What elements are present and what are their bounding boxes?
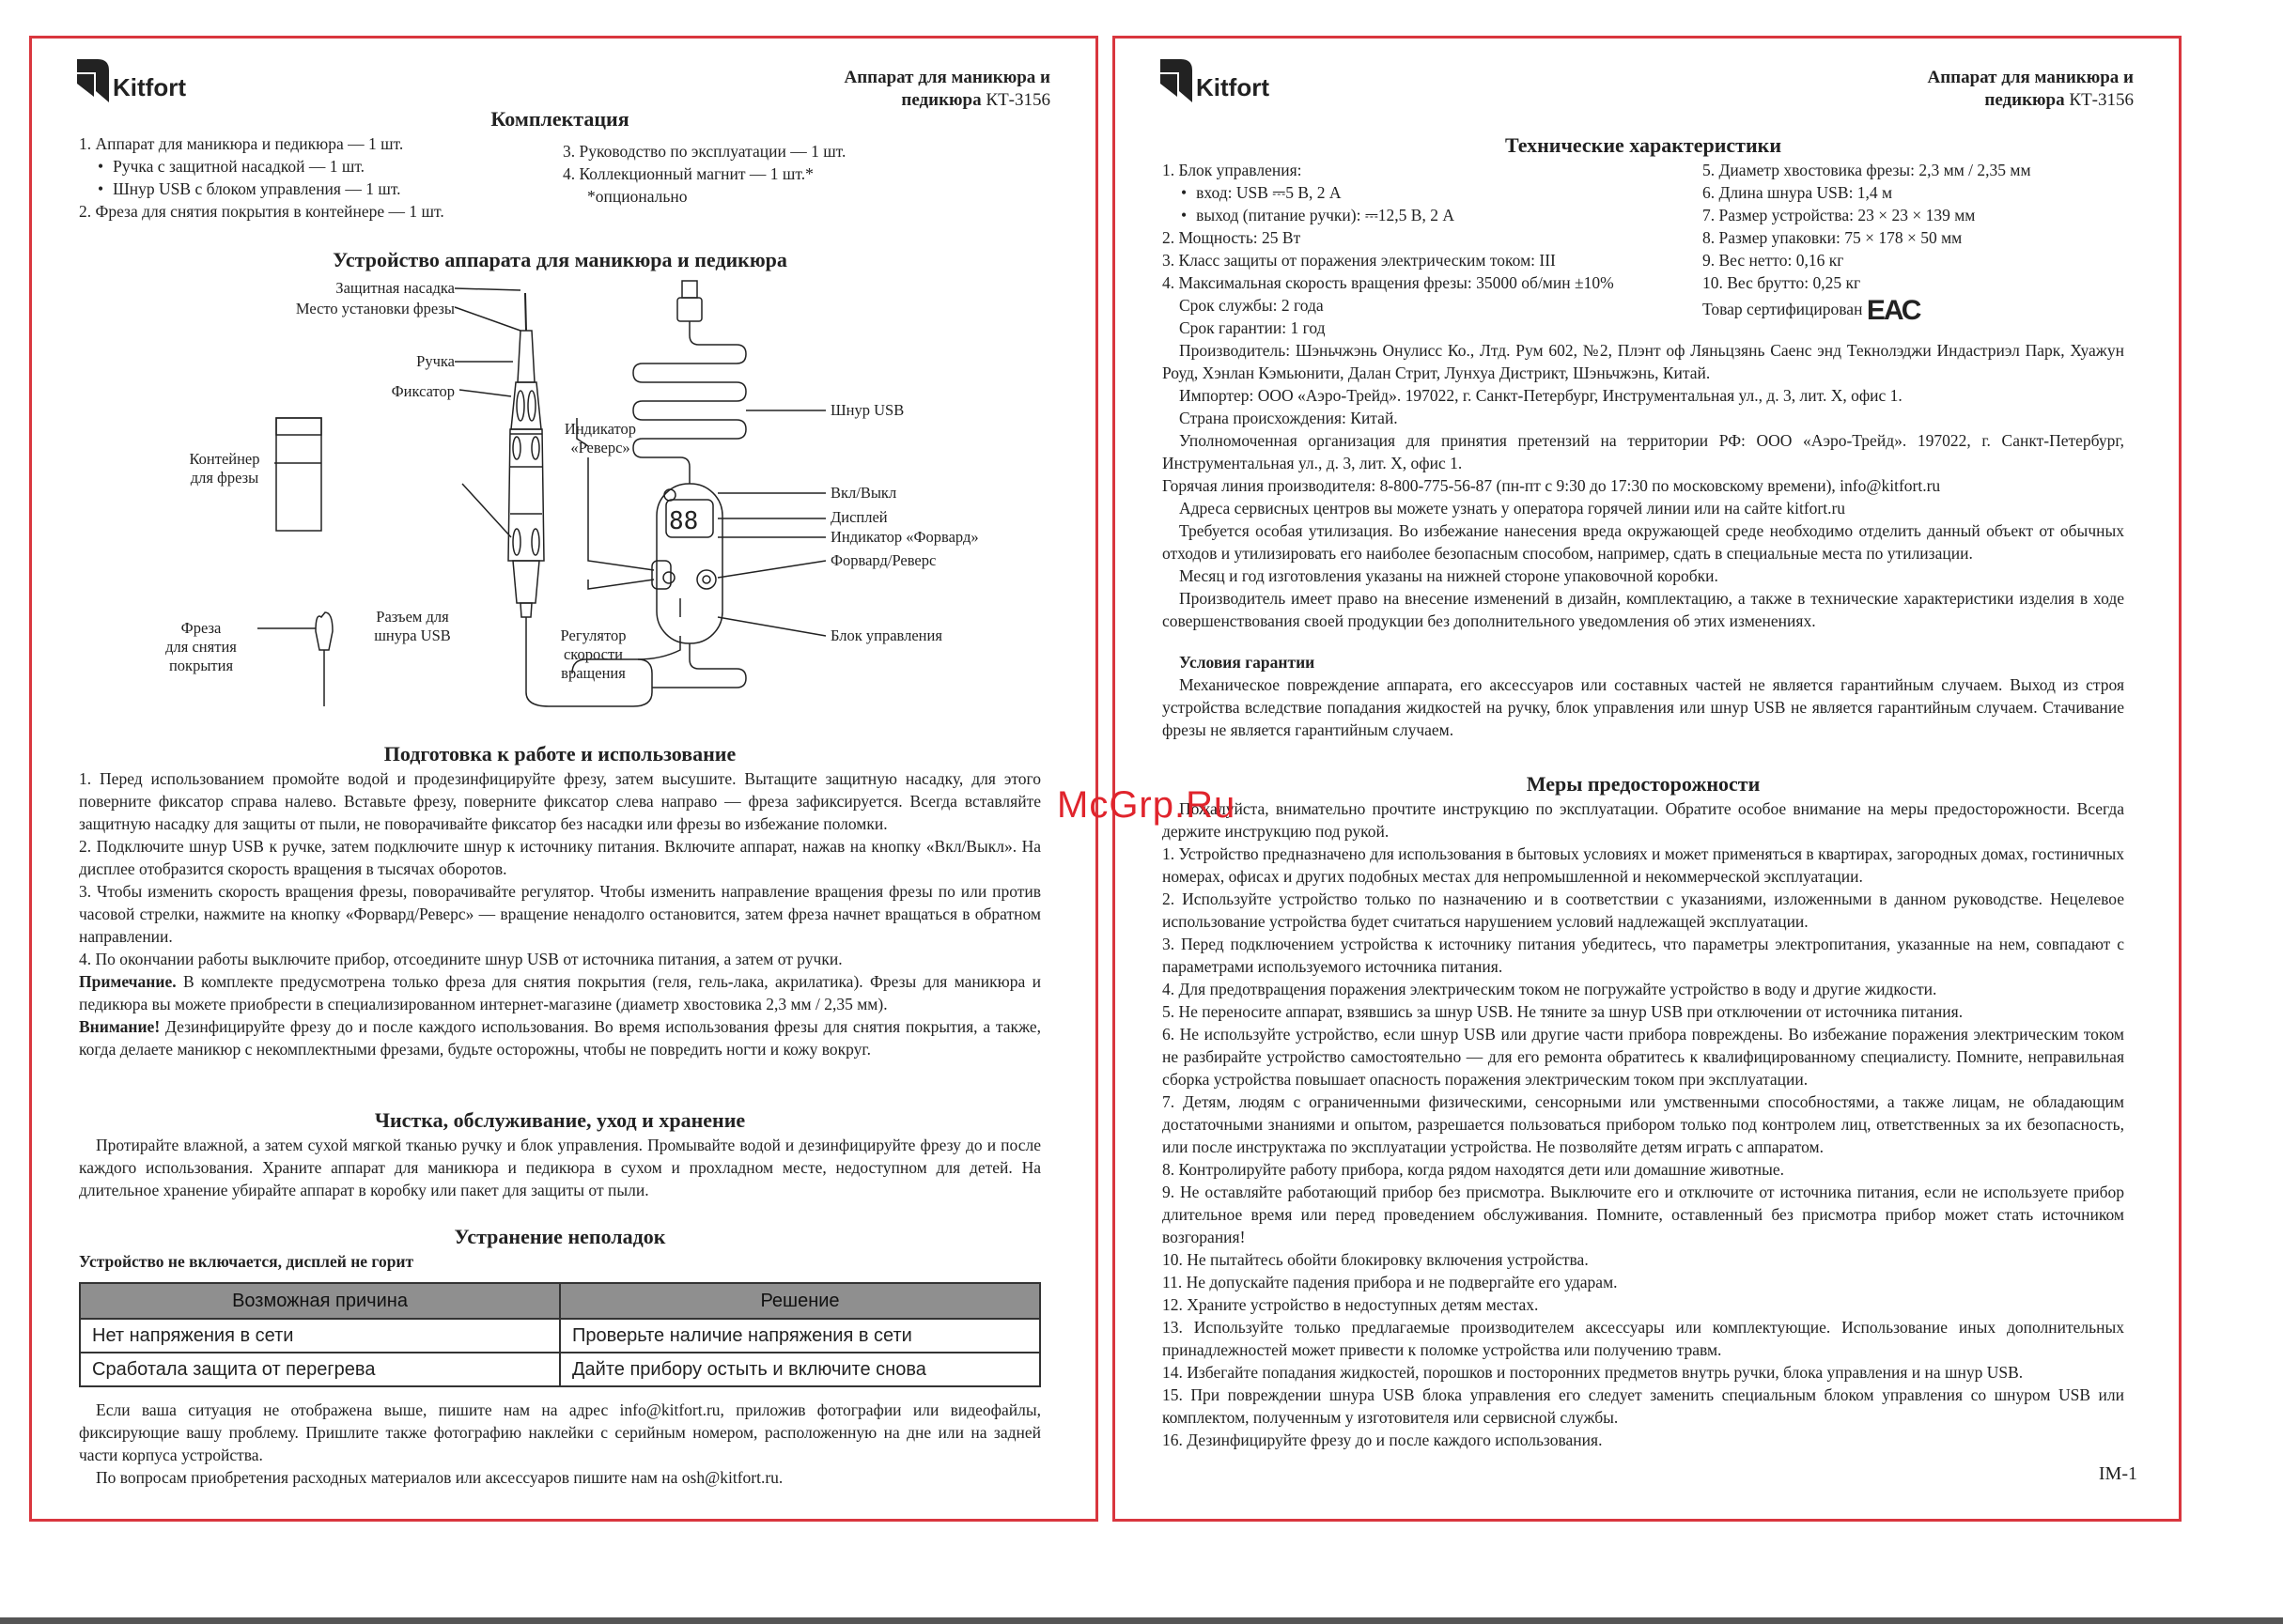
label-reverse-indicator: Индикатор «Реверс» [564,420,637,456]
origin-text: Страна происхождения: Китай. [1179,409,1398,427]
safety-intro: Пожалуйста, внимательно прочтите инструкцию по эксплуатации. Обратите особое внимание на меры предосторожности. Всегда держите инструкцию под рукой. [1162,799,2124,841]
label-lock: Фиксатор [391,382,455,400]
safety-item: 1. Устройство предназначено для использования в бытовых условиях и может применяться в квартирах, загородных домах, гостиничных номерах, офисах и других подобных местах для непромышленной и некоммерческой эксплуатации. [1162,844,2124,886]
care-heading: Чистка, обслуживание, уход и хранение [374,1108,746,1132]
date-text: Месяц и год изготовления указаны на нижней стороне упаковочной коробки. [1179,566,1718,585]
trouble-heading: Устранение неполадок [454,1225,666,1248]
watermark: McGrp.Ru [1057,784,1236,826]
safety-item: 8. Контролируйте работу прибора, когда рядом находятся дети или домашние животные. [1162,1160,1785,1179]
brand-logo [1160,59,1269,102]
spec-item: 1. Блок управления: [1162,161,1302,179]
label-control-unit: Блок управления [831,626,942,644]
bottom-divider [0,1617,2283,1624]
specs-section [1162,132,2124,632]
safety-item: 2. Используйте устройство только по назначению и в соответствии с указаниями, изложенными в данном руководстве. Нецелевое использование устройства будет считаться нарушением условий надлежащей эксплуатации. [1162,889,2124,931]
warranty-text: Механическое повреждение аппарата, его аксессуаров или составных частей не является гарантийным случаем. Выход из строя устройства вследствие попадания жидкостей на ручку, блок управления или шнур USB не является гарантийным случаем. Стачивание фрезы не является гарантийным случаем. [1162,675,2124,739]
warranty-heading: Условия гарантии [1179,653,1315,672]
label-bit-place: Место установки фрезы [295,300,455,317]
safety-item: 6. Не используйте устройство, если шнур USB или другие части прибора повреждены. Во избежание поражения электрическим током не разбирайте устройство самостоятельно — для его ремонта обратитесь к квалифицированному специалисту. Помните, неправильная сборка устройства повышает опасность поражения электрическим током при эксплуатации. [1162,1025,2124,1089]
care-text: Протирайте влажной, а затем сухой мягкой тканью ручку и блок управления. Промывайте водой и дезинфицируйте фрезу до и после каждого использования. Храните аппарат для маникюра и педикюра в сухом и прохладном месте, недоступном для детей. На длительное хранение убирайте аппарат в коробку или пакет для защиты от пыли. [79,1136,1041,1199]
prep-note: Примечание. В комплекте предусмотрена только фреза для снятия покрытия (геля, гель-лака, акрилатика). Фрезы для маникюра и педикюра вы можете приобрести в специализированном интернет-магазине (диаметр хвостовика 2,3 мм / 2,35 мм). [79,972,1041,1013]
safety-item: 13. Используйте только предлагаемые производителем аксессуары или комплектующие. Использование иных дополнительных принадлежностей может привести к поломке устройства или получению травм. [1162,1318,2124,1359]
table-row [80,1353,1040,1386]
header-title [844,67,1050,112]
changes-text: Производитель имеет право на внесение изменений в дизайн, комплектацию, а также в технические характеристики изделия в ходе совершенствования своей продукции без дополнительного уведомления об этих изменениях. [1162,589,2124,630]
kit-item: 4. Коллекционный магнит — 1 шт.* [563,164,814,183]
spec-item: 8. Размер упаковки: 75 × 178 × 50 мм [1702,228,1963,247]
trouble-subheading: Устройство не включается, дисплей не горит [79,1252,414,1271]
safety-item: 10. Не пытайтесь обойти блокировку включения устройства. [1162,1250,1589,1269]
kit-subitem: • Ручка с защитной насадкой — 1 шт. [79,155,563,178]
kit-heading: Комплектация [490,107,629,131]
col-solution: Решение [560,1283,1040,1319]
device-heading: Устройство аппарата для маникюра и педикюра [333,248,787,271]
spec-item: 5. Диаметр хвостовика фрезы: 2,3 мм / 2,35 мм [1702,161,2031,179]
certification: Товар сертифицирован ЕАС [1702,294,1920,326]
trouble-section [79,1224,1041,1489]
kit-subitem: • Шнур USB с блоком управления — 1 шт. [79,178,563,200]
prep-step: 4. По окончании работы выключите прибор, отсоедините шнур USB от источника питания, а затем от ручки. [79,950,843,968]
kit-item: 2. Фреза для снятия покрытия в контейнере — 1 шт. [79,202,444,221]
spec-item: 3. Класс защиты от поражения электрическим током: III [1162,251,1556,270]
label-cap: Защитная насадка [335,279,455,297]
eac-mark-icon: ЕАС [1866,294,1920,326]
spec-item: 2. Мощность: 25 Вт [1162,228,1301,247]
prep-section [79,741,1041,1060]
manufacturer-text: Производитель: Шэньчжэнь Онулисс Ко., Лтд. Рум 602, №2, Плэнт оф Ляньцзянь Саенс энд Текнолэджи Индастриэл Парк, Хуажун Роуд, Хэнлан Кэмьюнити, Далан Стрит, Лунхуа Дистрикт, Шэньчжэнь, Китай. [1162,341,2124,382]
label-usb-port: Разъем для шнура USB [374,608,451,644]
disposal-text: Требуется особая утилизация. Во избежание нанесения вреда окружающей среде необходимо отделить данный объект от обычных отходов и утилизировать его наиболее безопасным способом, например, сдать в специальные места по утилизации. [1162,521,2124,563]
spec-item: 10. Вес брутто: 0,25 кг [1702,273,1861,292]
safety-item: 5. Не переносите аппарат, взявшись за шнур USB. Не тяните за шнур USB при отключении от источника питания. [1162,1002,1964,1021]
kit-item: 3. Руководство по эксплуатации — 1 шт. [563,142,846,161]
safety-item: 3. Перед подключением устройства к источнику питания убедитесь, что параметры электропитания, указанные на нем, совпадают с параметрами используемого источника питания. [1162,935,2124,976]
trouble-table [79,1282,1041,1387]
solution-cell: Проверьте наличие напряжения в сети [560,1319,1040,1353]
cause-cell: Сработала защита от перегрева [80,1353,560,1386]
care-section [79,1107,1041,1201]
safety-item: 12. Храните устройство в недоступных детям местах. [1162,1295,1539,1314]
brand-name: Kitfort [1196,73,1269,101]
device-section [79,247,1041,720]
spec-item: 9. Вес нетто: 0,16 кг [1702,251,1844,270]
kit-item: 1. Аппарат для маникюра и педикюра — 1 шт. [79,134,404,153]
safety-item: 14. Избегайте попадания жидкостей, порошков и посторонних предметов внутрь ручки, блока управления и на шнур USB. [1162,1363,2024,1382]
contact-text: Если ваша ситуация не отображена выше, пишите нам на адрес info@kitfort.ru, приложив фотографии или видеофайлы, фиксирующие вашу проблему. Пришлите также фотографию наклейки с серийным номером, расположенную на дне или на задней части корпуса устройства. [79,1400,1041,1464]
spec-subitem: • выход (питание ручки): ⎓12,5 В, 2 А [1162,204,1702,226]
label-container: Контейнер для фрезы [189,450,260,487]
warranty-section [1162,651,2124,741]
safety-item: 4. Для предотвращения поражения электрическим током не погружайте устройство в воду и другие жидкости. [1162,980,1937,998]
header-model: КТ-3156 [986,90,1050,110]
kitfort-logo-icon [77,59,109,102]
page-left [29,36,1098,1522]
label-fwd-rev: Форвард/Реверс [831,551,937,569]
device-diagram [79,279,1018,720]
label-usb-cable: Шнур USB [831,401,905,419]
page-number: IM-1 [2098,1463,2137,1484]
solution-cell: Дайте прибору остыть и включите снова [560,1353,1040,1386]
safety-section [1162,771,2124,1451]
kit-section [79,106,1041,223]
importer-text: Импортер: ООО «Аэро-Трейд». 197022, г. Санкт-Петербург, Инструментальная ул., д. 3, лит. Х, офис 1. [1179,386,1902,405]
display-digits: 88 [669,507,699,535]
header-title-line2: педикюра [1984,90,2065,110]
prep-heading: Подготовка к работе и использование [383,742,737,766]
authorized-text: Уполномоченная организация для принятия претензий на территории РФ: ООО «Аэро-Трейд». 197022, г. Санкт-Петербург, Инструментальная ул., д. 3, лит. Х, офис 1. [1162,431,2124,472]
prep-step: 2. Подключите шнур USB к ручке, затем подключите шнур к источнику питания. Включите аппарат, нажав на кнопку «Вкл/Выкл». На дисплее отобразится скорость вращения в тысячах оборотов. [79,837,1041,878]
safety-item: 15. При повреждении шнура USB блока управления его следует заменить специальным блоком управления со шнуром USB или комплектом, полученным у изготовителя или сервисной службы. [1162,1385,2124,1427]
table-row [80,1319,1040,1353]
brand-logo [77,59,186,102]
kit-footnote: *опционально [587,187,688,206]
header-title-line1: Аппарат для маникюра и [1927,68,2134,87]
header-title-line1: Аппарат для маникюра и [844,68,1050,87]
header-title [1927,67,2134,112]
cause-cell: Нет напряжения в сети [80,1319,560,1353]
safety-item: 7. Детям, людям с ограниченными физическими, сенсорными или умственными способностями, а также лицам, не обладающим достаточными знаниями и опытом, разрешается пользоваться прибором только под контролем лиц, ответственных за их безопасность, или после инструктажа по эксплуатации устройства. Не позволяйте детям играть с аппаратом. [1162,1092,2124,1156]
safety-item: 9. Не оставляйте работающий прибор без присмотра. Выключите его и отключите от источника питания, если не используете прибор длительное время или перед проведением обслуживания. Помните, оставленный без присмотра прибор может стать источником возгорания! [1162,1183,2124,1246]
kitfort-logo-icon [1160,59,1192,102]
label-bit: Фреза для снятия покрытия [165,619,237,674]
label-power: Вкл/Выкл [831,484,897,502]
prep-step: 3. Чтобы изменить скорость вращения фрезы, поворачивайте регулятор. Чтобы изменить направление вращения фрезы по или против часовой стрелки, нажмите на кнопку «Форвард/Реверс» — вращение ненадолго остановится, затем фреза начнет вращаться в обратном направлении. [79,882,1041,946]
label-display: Дисплей [831,508,888,526]
header-model: КТ-3156 [2069,90,2134,110]
hotline-text: Горячая линия производителя: 8-800-775-56-87 (пн-пт с 9:30 до 17:30 по московскому времени), info@kitfort.ru [1162,476,1941,495]
safety-heading: Меры предосторожности [1526,772,1761,796]
page-right [1112,36,2182,1522]
brand-name: Kitfort [113,73,186,101]
label-forward-indicator: Индикатор «Форвард» [831,528,979,546]
label-handle: Ручка [416,352,455,370]
service-text: Адреса сервисных центров вы можете узнать у оператора горячей линии или на сайте kitfort.ru [1179,499,1846,518]
accessories-text: По вопросам приобретения расходных материалов или аксессуаров пишите нам на osh@kitfort.ru. [96,1468,784,1487]
spec-item: 6. Длина шнура USB: 1,4 м [1702,183,1893,202]
spec-item: Срок службы: 2 года [1179,296,1324,315]
label-regulator: Регулятор скорости вращения [560,626,627,682]
prep-step: 1. Перед использованием промойте водой и продезинфицируйте фрезу, затем высушите. Вытащите защитную насадку, для этого поверните фиксатор справа налево. Вставьте фрезу, поверните фиксатор слева направо — фреза зафиксируется. Всегда вставляйте защитную насадку для защиты от пыли, не поворачивайте фиксатор без насадки или фрезы во избежание поломки. [79,769,1041,833]
spec-item: 7. Размер устройства: 23 × 23 × 139 мм [1702,206,1976,224]
col-cause: Возможная причина [80,1283,560,1319]
spec-item: Срок гарантии: 1 год [1179,318,1326,337]
spec-subitem: • вход: USB ⎓5 В, 2 А [1162,181,1702,204]
spec-item: 4. Максимальная скорость вращения фрезы: 35000 об/мин ±10% [1162,273,1614,292]
header-title-line2: педикюра [901,90,982,110]
prep-warning: Внимание! Дезинфицируйте фрезу до и после каждого использования. Во время использования фрезы для снятия покрытия, а также, когда делаете маникюр с некомплектными фрезами, будьте осторожны, чтобы не повредить ногти и кожу вокруг. [79,1017,1041,1059]
specs-heading: Технические характеристики [1504,133,1782,157]
safety-item: 11. Не допускайте падения прибора и не подвергайте его ударам. [1162,1273,1618,1291]
safety-item: 16. Дезинфицируйте фрезу до и после каждого использования. [1162,1431,1603,1449]
